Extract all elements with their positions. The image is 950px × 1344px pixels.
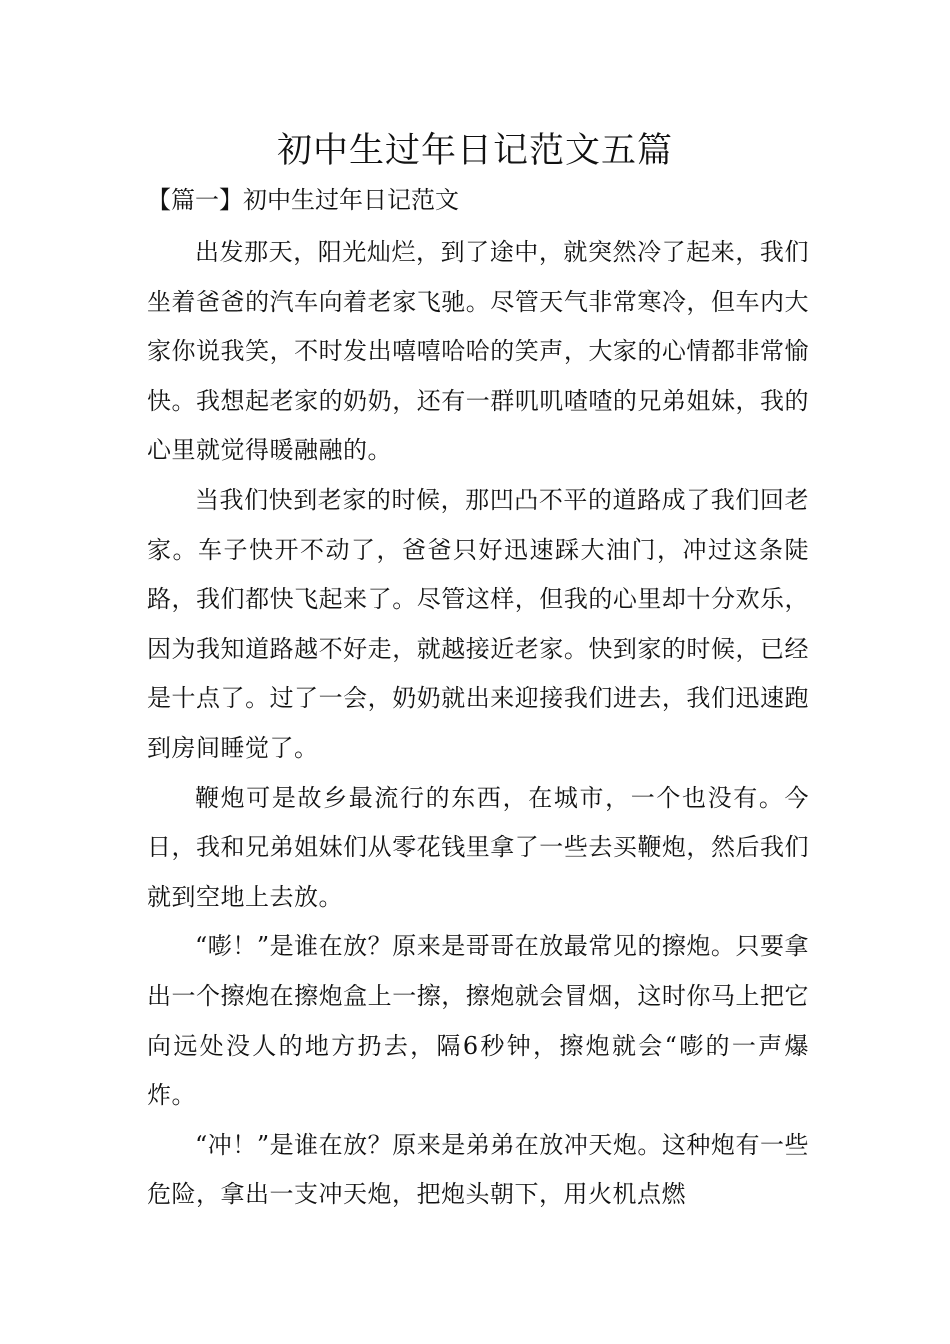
document-body xyxy=(147,228,809,1220)
paragraph: 当我们快到老家的时候，那凹凸不平的道路成了我们回老家。车子快开不动了，爸爸只好迅速踩大油门，冲过这条陡路，我们都快飞起来了。尽管这样，但我的心里却十分欢乐，因为我知道路越不好走，就越接近老家。快到家的时候，已经是十点了。过了一会，奶奶就出来迎接我们进去，我们迅速跑到房间睡觉了。 xyxy=(147,485,809,762)
paragraph: “冲！”是谁在放？原来是弟弟在放冲天炮。这种炮有一些危险，拿出一支冲天炮，把炮头朝下，用火机点燃 xyxy=(147,1130,809,1209)
paragraph: 鞭炮可是故乡最流行的东西，在城市，一个也没有。今日，我和兄弟姐妹们从零花钱里拿了一些去买鞭炮，然后我们就到空地上去放。 xyxy=(147,783,809,911)
section-heading: 【篇一】初中生过年日记范文 xyxy=(147,186,459,214)
paragraph: “嘭！”是谁在放？原来是哥哥在放最常见的擦炮。只要拿出一个擦炮在擦炮盒上一擦，擦炮就会冒烟，这时你马上把它向远处没人的地方扔去，隔6秒钟，擦炮就会“嘭的一声爆炸。 xyxy=(147,932,809,1110)
document-title: 初中生过年日记范文五篇 xyxy=(276,131,673,171)
paragraph: 出发那天，阳光灿烂，到了途中，就突然冷了起来，我们坐着爸爸的汽车向着老家飞驰。尽管天气非常寒冷，但车内大家你说我笑，不时发出嘻嘻哈哈的笑声，大家的心情都非常愉快。我想起老家的奶奶，还有一群叽叽喳喳的兄弟姐妹，我的心里就觉得暖融融的。 xyxy=(147,238,809,465)
